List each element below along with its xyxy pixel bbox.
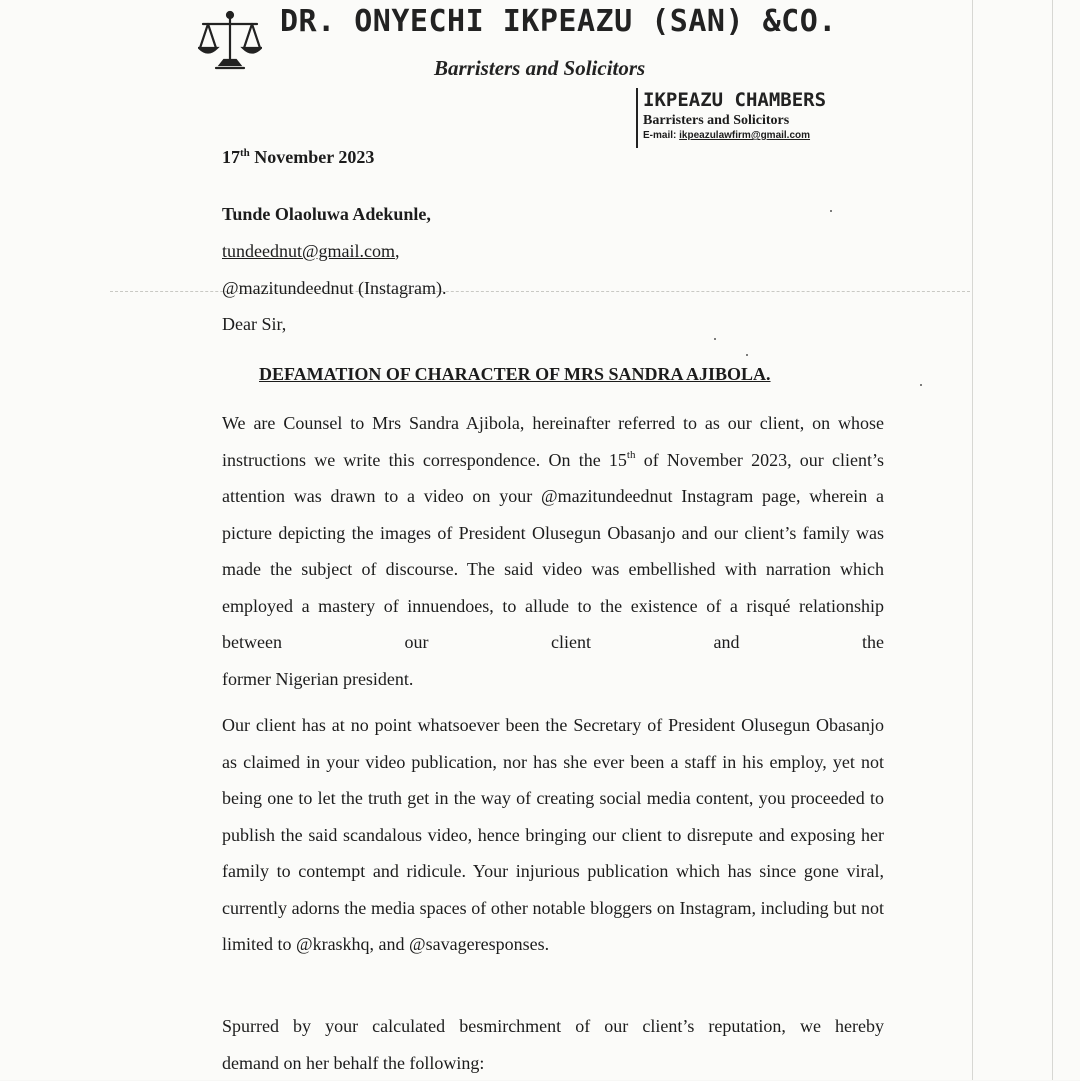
addressee-instagram: @mazitundeednut (Instagram). xyxy=(222,270,447,307)
paragraph-1-text: We are Counsel to Mrs Sandra Ajibola, hereinafter referred to as our client, on whose instructions we write this correspondence. On the 15 xyxy=(222,413,884,470)
paragraph-3-text: Spurred by your calculated besmirchment of our client’s reputation, we hereby xyxy=(222,1016,884,1036)
addressee-email[interactable]: tundeednut@gmail.com xyxy=(222,241,395,261)
chambers-email-label: E-mail: xyxy=(643,130,676,141)
chambers-email xyxy=(643,129,826,142)
paragraph-2 xyxy=(222,707,884,963)
firm-subtitle: Barristers and Solicitors xyxy=(434,56,645,81)
scan-edge-line xyxy=(972,0,973,1080)
date-month-year: November 2023 xyxy=(254,147,374,167)
paragraph-2-last-line: limited to @kraskhq, and @savageresponses. xyxy=(222,926,884,963)
scan-edge-line xyxy=(1052,0,1053,1080)
chambers-block xyxy=(636,88,826,148)
paragraph-2-text: Our client has at no point whatsoever been the Secretary of President Olusegun Obasanjo as claimed in your video publication, nor has she ever been a staff in his employ, yet not being one to let the truth get in the way of creating social media content, you proceeded to publish the said scandalous video, hence bringing our client to disrepute and exposing her family to contempt and ridicule. Your injurious publication which has since gone viral, currently adorns the media spaces of other notable bloggers on Instagram, including but not xyxy=(222,715,884,918)
date-suffix: th xyxy=(240,147,250,159)
firm-name: DR. ONYECHI IKPEAZU (SAN) &CO. xyxy=(280,4,837,39)
scan-speck xyxy=(920,384,922,386)
paragraph-1-text-cont: of November 2023, our client’s attention was drawn to a video on your @mazitundeednut Instagram page, wherein a picture depicting the images of President Olusegun Obasanjo and our client’s family was made the subject of discourse. The said video was embellished with narration which employed a mastery of innuendoes, to allude to the existence of a risqué relationship between our client and the xyxy=(222,450,884,653)
addressee-block xyxy=(222,196,447,307)
scales-of-justice-icon xyxy=(198,10,262,72)
scan-speck xyxy=(746,354,748,356)
chambers-name: IKPEAZU CHAMBERS xyxy=(643,88,826,112)
chambers-email-value[interactable]: ikpeazulawfirm@gmail.com xyxy=(679,130,810,141)
salutation: Dear Sir, xyxy=(222,314,286,335)
addressee-name: Tunde Olaoluwa Adekunle, xyxy=(222,196,447,233)
letter-date xyxy=(222,147,374,168)
paragraph-1-sup: th xyxy=(627,449,636,461)
addressee-email-line xyxy=(222,233,447,270)
scan-speck xyxy=(830,210,832,212)
addressee-email-suffix: , xyxy=(395,241,400,261)
paragraph-1 xyxy=(222,405,884,697)
scan-speck xyxy=(714,338,716,340)
date-day: 17 xyxy=(222,147,240,167)
paragraph-3-last-line: demand on her behalf the following: xyxy=(222,1045,884,1081)
letter-subject: DEFAMATION OF CHARACTER OF MRS SANDRA AJIBOLA. xyxy=(259,364,771,385)
paragraph-1-last-line: former Nigerian president. xyxy=(222,661,884,698)
paragraph-3 xyxy=(222,1008,884,1081)
chambers-subtitle: Barristers and Solicitors xyxy=(643,112,826,129)
